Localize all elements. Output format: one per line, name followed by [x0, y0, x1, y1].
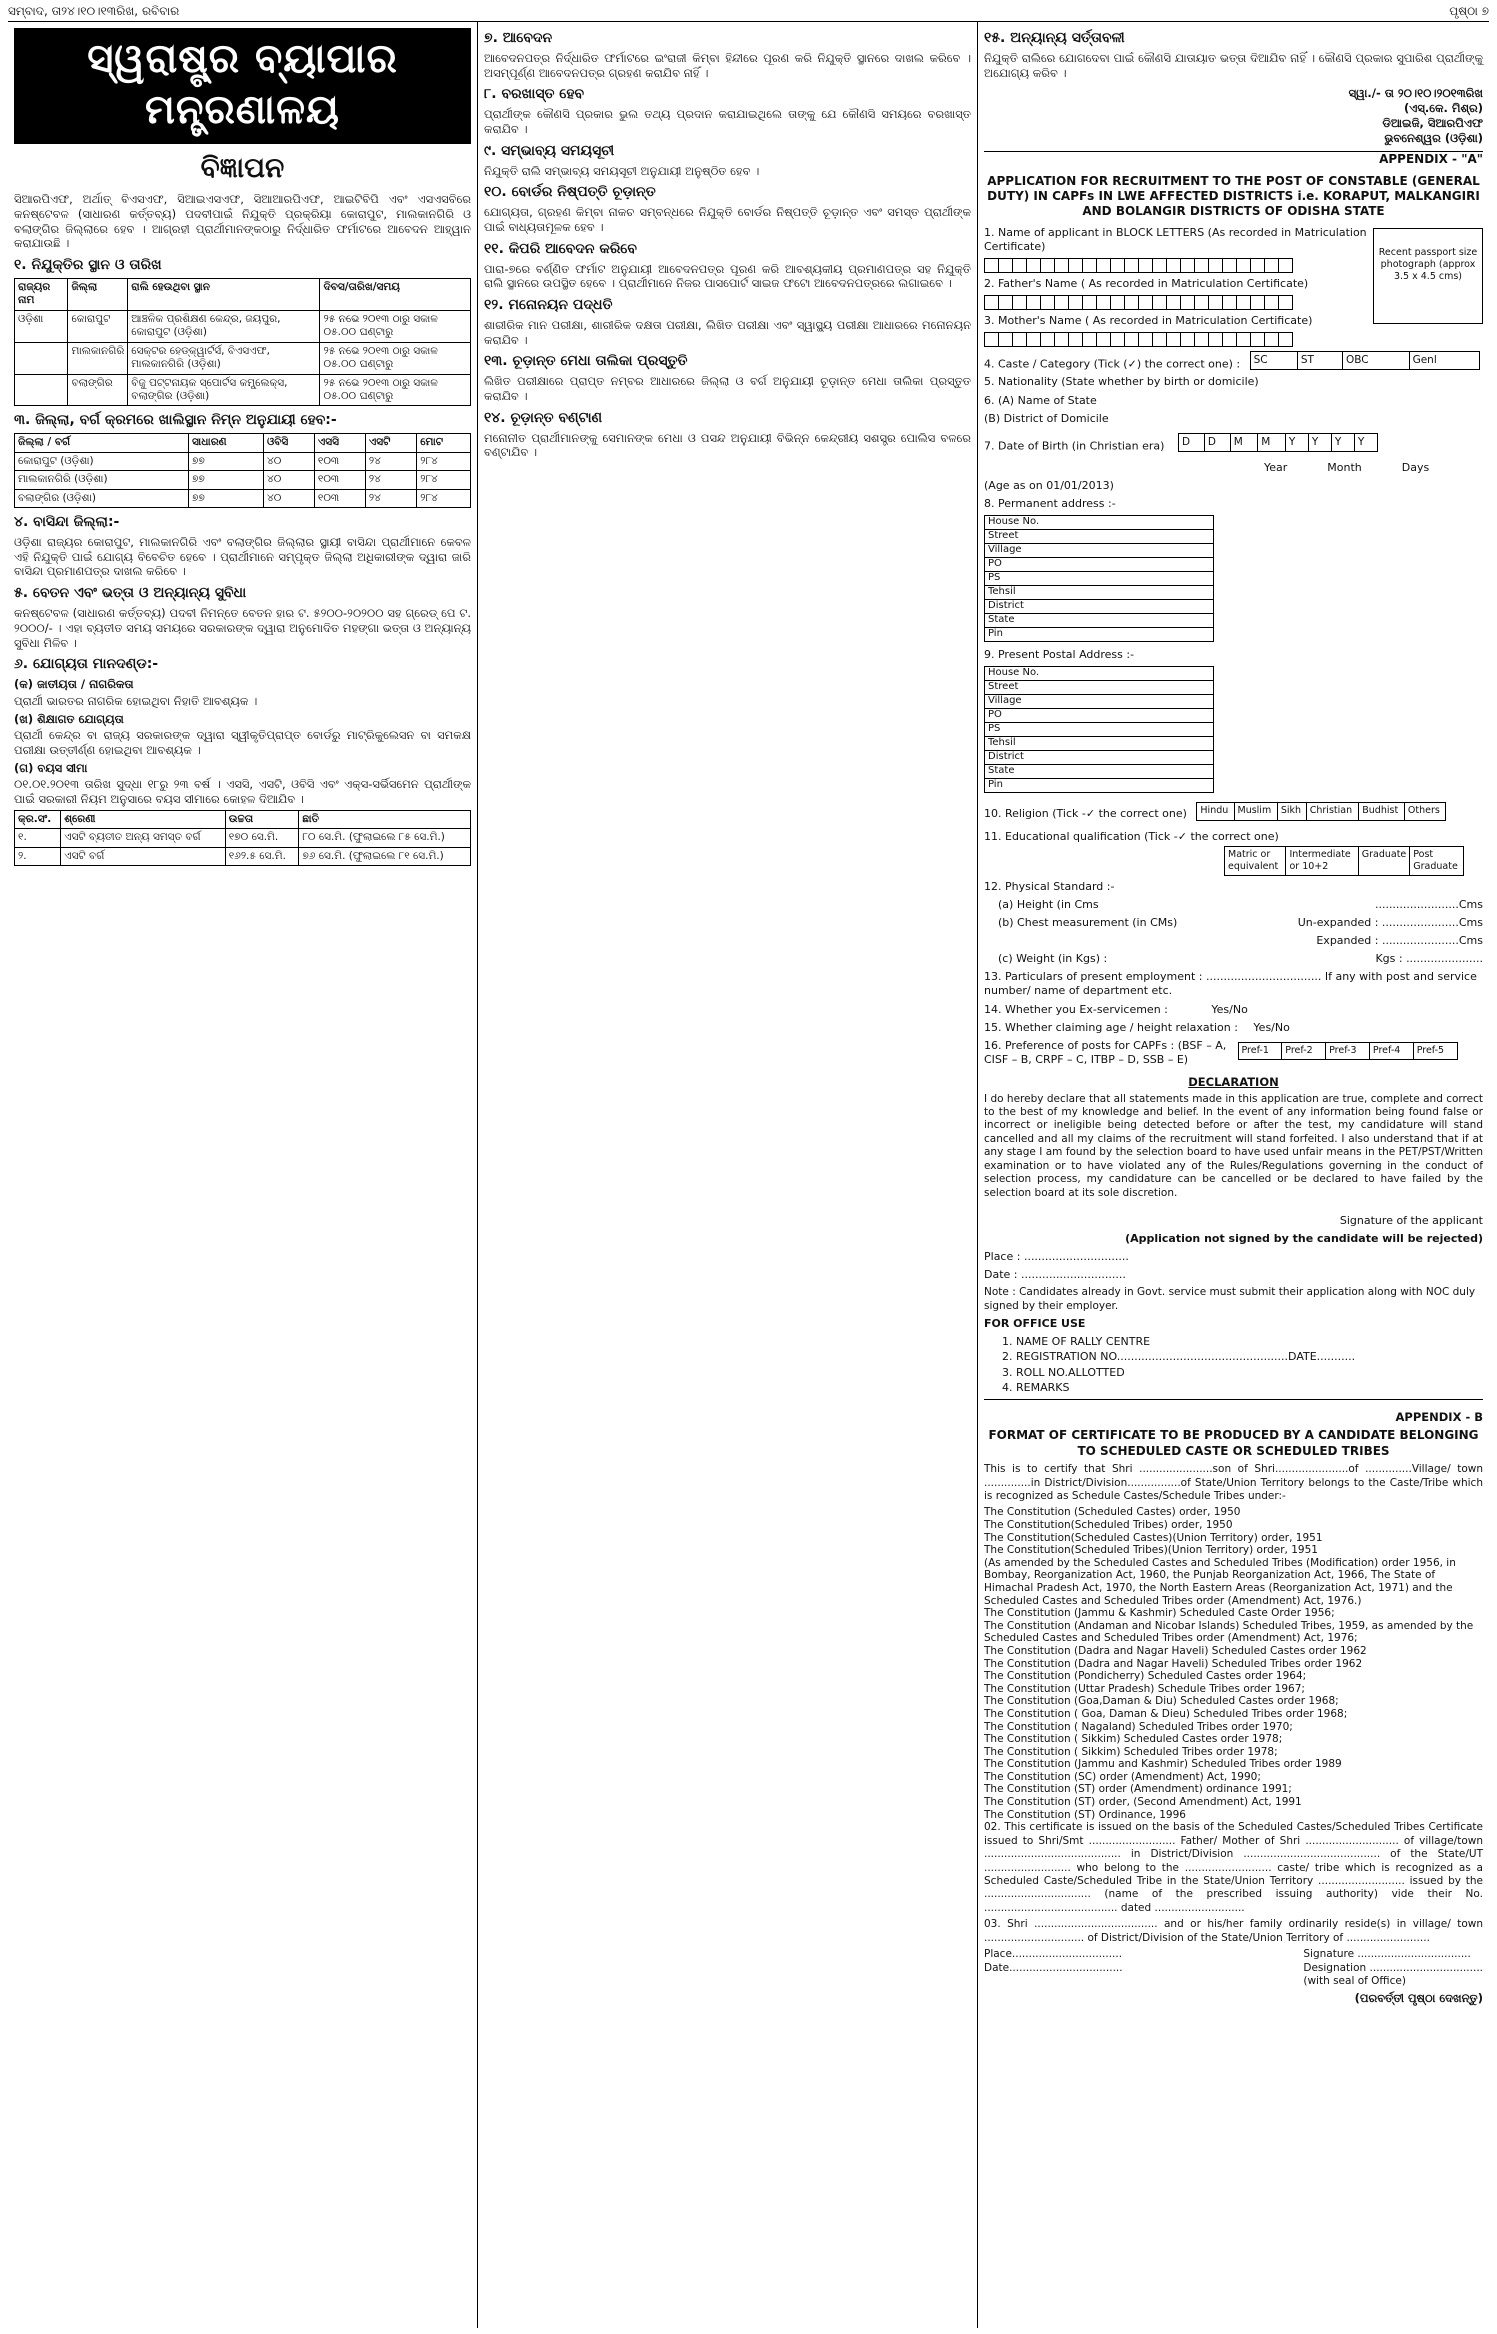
- section-4-heading: ୪. ବାସିନ୍ଦା ଜିଲ୍ଲା:-: [14, 514, 120, 531]
- physical-standard-table: [14, 810, 471, 866]
- constitution-orders-list: [984, 1506, 1483, 1821]
- weight-label: (c) Weight (in Kgs) :: [998, 952, 1108, 966]
- table-row: [15, 310, 471, 342]
- section-10-text: ଯୋଗ୍ୟତା, ଗ୍ରହଣ କିମ୍ବା ନାକଚ ସମ୍ବନ୍ଧରେ ନିଯୁକ୍ତି ବୋର୍ଡର ନିଷ୍ପତ୍ତି ଚୂଡ଼ାନ୍ତ ଏବଂ ସମସ୍ତ ପ୍ରାର୍ଥୀଙ୍କ ପାଇଁ ବାଧ୍ୟତାମୂଳକ ହେବ ।: [484, 205, 971, 234]
- field-weight: [984, 952, 1483, 966]
- chest-expanded-input[interactable]: Expanded : ......................Cms: [1316, 934, 1483, 948]
- list-item: The Constitution (Dadra and Nagar Haveli) Scheduled Tribes order 1962: [984, 1657, 1363, 1670]
- preference-box[interactable]: Pref-1: [1238, 1042, 1282, 1059]
- table-cell: ସେକ୍ଟର ହେଡ୍‌କ୍ୱାର୍ଟର୍ସ, ବିଏସଏଫ, ମାଲକାନଗିରି (ଓଡ଼ିଶା): [128, 342, 320, 374]
- address-row[interactable]: PS: [985, 723, 1214, 737]
- table-cell: ୭୭: [188, 452, 263, 470]
- dob-box[interactable]: M: [1258, 433, 1286, 451]
- table-cell: ୨.: [15, 847, 61, 865]
- list-item: The Constitution (ST) Ordinance, 1996: [984, 1808, 1186, 1821]
- field-religion: [984, 799, 1483, 825]
- vacancy-table: [14, 433, 471, 508]
- dob-box[interactable]: M: [1230, 433, 1258, 451]
- dob-box[interactable]: D: [1178, 433, 1204, 451]
- field-state: 6. (A) Name of State: [984, 393, 1097, 407]
- field-caste: [984, 351, 1483, 372]
- age-limit-heading: (ଗ) ବୟସ ସୀମା: [14, 760, 88, 775]
- table-cell: ୪୦: [263, 489, 314, 507]
- preference-label: 16. Preference of posts for CAPFs : (BSF – A, CISF – B, CRPF – C, ITBP – D, SSB – E): [984, 1038, 1227, 1066]
- vacancy-header: ଜିଲ୍ଲା / ବର୍ଗ: [15, 434, 189, 452]
- table-cell: ୨୮୪: [417, 489, 471, 507]
- name-letter-boxes[interactable]: [984, 258, 1367, 273]
- physical-header: ଶ୍ରେଣୀ: [61, 810, 226, 828]
- section-8-heading: ୮. ବରଖାସ୍ତ ହେବ: [484, 86, 585, 103]
- table-row: [15, 471, 471, 489]
- weight-input[interactable]: Kgs : ......................: [1375, 952, 1483, 966]
- column-left: [8, 22, 478, 2328]
- column-right: [978, 22, 1489, 2328]
- relaxation-label: 15. Whether claiming age / height relaxation :: [984, 1020, 1238, 1034]
- field-dob: [984, 430, 1483, 457]
- dob-box[interactable]: Y: [1285, 433, 1308, 451]
- table-cell: ବିଜୁ ପଟ୍ଟନାୟକ ସ୍ପୋର୍ଟସ କମ୍ପ୍ଲେକ୍ସ, ବଲାଙ୍ଗିର (ଓଡ଼ିଶା): [128, 374, 320, 406]
- section-8-text: ପ୍ରାର୍ଥୀଙ୍କ କୌଣସି ପ୍ରକାର ଭୁଲ ତଥ୍ୟ ପ୍ରଦାନ କରାଯାଇଥିଲେ ତାଙ୍କୁ ଯେ କୌଣସି ସମୟରେ ବରଖାସ୍ତ କରାଯିବ ।: [484, 107, 971, 136]
- field-chest-expanded: [984, 934, 1483, 948]
- office-item: 4. REMARKS: [1002, 1380, 1070, 1394]
- section-3-heading: ୩. ଜିଲ୍ଲା, ବର୍ଗ କ୍ରମରେ ଖାଲିସ୍ଥାନ ନିମ୍ନ ଅନୁଯାୟୀ ହେବ:-: [14, 412, 337, 429]
- list-item: The Constitution (Jammu and Kashmir) Scheduled Tribes order 1989: [984, 1758, 1342, 1771]
- table-cell: ୪୦: [263, 471, 314, 489]
- address-row[interactable]: Pin: [985, 628, 1214, 642]
- address-row[interactable]: State: [985, 765, 1214, 779]
- list-item: The Constitution(Scheduled Castes)(Union Territory) order, 1951: [984, 1531, 1323, 1544]
- section-5-heading: ୫. ବେତନ ଏବଂ ଭତ୍ତା ଓ ଅନ୍ୟାନ୍ୟ ସୁବିଧା: [14, 585, 247, 602]
- age-note: (Age as on 01/01/2013): [984, 479, 1114, 493]
- section-9-heading: ୯. ସମ୍ଭାବ୍ୟ ସମୟସୂଚୀ: [484, 142, 615, 159]
- field-chest: [984, 916, 1483, 930]
- dob-box[interactable]: D: [1204, 433, 1230, 451]
- address-row[interactable]: Street: [985, 681, 1214, 695]
- signature-line: ଭୁବନେଶ୍ୱର (ଓଡ଼ିଶା): [1384, 130, 1483, 145]
- education-option[interactable]: Intermediate or 10+2: [1286, 846, 1358, 875]
- section-12-heading: ୧୨. ମନୋନୟନ ପଦ୍ଧତି: [484, 297, 613, 313]
- list-item: The Constitution (Dadra and Nagar Haveli) Scheduled Castes order 1962: [984, 1644, 1367, 1657]
- field-permanent-address: 8. Permanent address :-: [984, 497, 1116, 511]
- preference-box[interactable]: Pref-5: [1413, 1042, 1457, 1059]
- caste-option[interactable]: OBC: [1342, 351, 1409, 369]
- address-row[interactable]: PO: [985, 709, 1214, 723]
- declaration-title: DECLARATION: [1188, 1074, 1279, 1089]
- field-nationality: 5. Nationality (State whether by birth or domicile): [984, 375, 1259, 389]
- certificate-intro: This is to certify that Shri ......................son of Shri......................of ..............Village/ town ..............in District/Division................of State/Union Territory belongs to the Caste/Tribe which is recognized as Schedule Castes/Schedule Tribes under:-: [984, 1463, 1483, 1502]
- table-cell: କୋରାପୁଟ: [68, 310, 128, 342]
- dob-unit-labels: [984, 461, 1483, 475]
- table-row: [15, 374, 471, 406]
- dob-box[interactable]: Y: [1308, 433, 1331, 451]
- vacancy-header: ଏସଟି: [365, 434, 416, 452]
- field-postal-address: 9. Present Postal Address :-: [984, 648, 1135, 662]
- table-row: [15, 452, 471, 470]
- certificate-para-3: 03. Shri ..................................... and or his/her family ordinarily reside(s) in village/ town .............................. of District/Division of the State/Union Territory of .........................: [984, 1918, 1483, 1944]
- caste-option[interactable]: SC: [1250, 351, 1297, 369]
- table-cell: ବଲାଙ୍ଗିର (ଓଡ଼ିଶା): [15, 489, 189, 507]
- address-row[interactable]: State: [985, 614, 1214, 628]
- address-row[interactable]: Village: [985, 544, 1214, 558]
- signature-line: (ଏସ୍‌.କେ. ମିଶ୍ର): [1404, 101, 1483, 116]
- postal-address-table[interactable]: [984, 666, 1214, 793]
- field-father-name: 2. Father's Name ( As recorded in Matriculation Certificate): [984, 276, 1309, 290]
- list-item: The Constitution ( Goa, Daman & Dieu) Scheduled Tribes order 1968;: [984, 1707, 1348, 1720]
- nationality-heading: (କ) ଜାତୀୟତା / ନାଗରିକତା: [14, 677, 134, 692]
- chest-label: (b) Chest measurement (in CMs): [998, 916, 1178, 930]
- table-cell: ୨୪: [365, 452, 416, 470]
- certificate-footer: [984, 1948, 1483, 1988]
- field-district: (B) District of Domicile: [984, 411, 1109, 425]
- education-label: 11. Educational qualification (Tick -✓ the correct one): [984, 829, 1279, 843]
- certificate-signature[interactable]: Signature ..................................: [1303, 1948, 1471, 1961]
- dob-box[interactable]: Y: [1331, 433, 1354, 451]
- dob-unit: Month: [1327, 461, 1362, 475]
- education-option[interactable]: Post Graduate: [1410, 846, 1464, 875]
- ex-servicemen-label: 14. Whether you Ex-servicemen :: [984, 1002, 1168, 1016]
- date-field[interactable]: Date : ..............................: [984, 1268, 1126, 1282]
- section-14-text: ମନୋନୀତ ପ୍ରାର୍ଥୀମାନଙ୍କୁ ସେମାନଙ୍କ ମେଧା ଓ ପସନ୍ଦ ଅନୁଯାୟୀ ବିଭିନ୍ନ କେନ୍ଦ୍ରୀୟ ସଶସ୍ତ୍ର ପୋଲିସ ବଳରେ ବଣ୍ଟାଯିବ ।: [484, 430, 971, 460]
- vacancy-header: ମୋଟ: [417, 434, 471, 452]
- column-middle: [478, 22, 978, 2328]
- table-row: [15, 847, 471, 865]
- table-cell: ମାଲକାନଗିରି: [68, 342, 128, 374]
- field-height: [984, 898, 1483, 912]
- table-cell: ୨୫ ନଭେ ୨୦୧୩ ଠାରୁ ସକାଳ ୦୫.୦୦ ଘଣ୍ଟାରୁ: [320, 310, 471, 342]
- appendix-a-label: APPENDIX - "A": [1379, 152, 1483, 167]
- certificate-place[interactable]: Place.................................: [984, 1948, 1123, 1961]
- table-row: [15, 829, 471, 847]
- section-13-text: ଲିଖିତ ପରୀକ୍ଷାରେ ପ୍ରାପ୍ତ ନମ୍ବର ଆଧାରରେ ଜିଲ୍ଲା ଓ ବର୍ଗ ଅନୁଯାୟୀ ଚୂଡ଼ାନ୍ତ ମେଧା ତାଲିକା ପ୍ରସ୍ତୁତ କରାଯିବ ।: [484, 374, 971, 403]
- table-cell: ୧୭୦ ସେ.ମି.: [225, 829, 299, 847]
- caste-option[interactable]: ST: [1297, 351, 1342, 369]
- section-13-heading: ୧୩. ଚୂଡ଼ାନ୍ତ ମେଧା ତାଲିକା ପ୍ରସ୍ତୁତି: [484, 353, 688, 370]
- signature-line: ସ୍ୱା./- ତା ୨୦।୧୦।୨୦୧୩ରିଖ: [1348, 86, 1483, 101]
- preference-box[interactable]: Pref-4: [1369, 1042, 1413, 1059]
- appendix-b-title: FORMAT OF CERTIFICATE TO BE PRODUCED BY A CANDIDATE BELONGING TO SCHEDULED CASTE OR SCHEDULED TRIBES: [988, 1428, 1479, 1458]
- field-education: [984, 830, 1483, 876]
- rally-header-district: ଜିଲ୍ଲା: [68, 278, 128, 310]
- physical-header: ଉଚ୍ଚତା: [225, 810, 299, 828]
- list-item: The Constitution ( Sikkim) Scheduled Castes order 1978;: [984, 1733, 1283, 1746]
- religion-option[interactable]: Budhist: [1359, 803, 1405, 820]
- height-label: (a) Height (in Cms: [998, 898, 1099, 912]
- table-cell: ମାଲକାନଗିରି (ଓଡ଼ିଶା): [15, 471, 189, 489]
- religion-option[interactable]: Muslim: [1234, 803, 1277, 820]
- field-physical: 12. Physical Standard :-: [984, 880, 1115, 894]
- table-cell: ଆଞ୍ଚଳିକ ପ୍ରଶିକ୍ଷଣ କେନ୍ଦ୍ର, ଜୟପୁର, କୋରାପୁଟ (ଓଡ଼ିଶା): [128, 310, 320, 342]
- table-cell: ୧୬୨.୫ ସେ.ମି.: [225, 847, 299, 865]
- rally-header-state: ରାଜ୍ୟର ନାମ: [15, 278, 68, 310]
- dob-box[interactable]: Y: [1354, 433, 1377, 451]
- table-cell: ୭୬ ସେ.ମି. (ଫୁଲାଇଲେ ୮୧ ସେ.ମି.): [299, 847, 471, 865]
- table-cell: ୭୭: [188, 489, 263, 507]
- rally-header-venue: ରାଲି ହେଉଥିବା ସ୍ଥାନ: [128, 278, 320, 310]
- signature-note: (Application not signed by the candidate will be rejected): [1125, 1232, 1483, 1246]
- certificate-para-2: 02. This certificate is issued on the basis of the Scheduled Castes/Scheduled Tribes Certificate issued to Shri/Smt .......................... Father/ Mother of Shri ............................ of village/town ......................................... in District/Division ......................................... of the State/UT .......................... who belong to the .......................... caste/ tribe which is recognized as a Scheduled Caste/Scheduled Tribe in the State/Union Territory .......................... issued by the ................................ (name of the prescribed issuing authority) vide their No. ........................................ dated ...........................: [984, 1821, 1483, 1914]
- certificate-designation[interactable]: Designation ..................................: [1303, 1961, 1483, 1974]
- table-cell: ୨୫ ନଭେ ୨୦୧୩ ଠାରୁ ସକାଳ ୦୫.୦୦ ଘଣ୍ଟାରୁ: [320, 342, 471, 374]
- education-option[interactable]: Graduate: [1358, 846, 1410, 875]
- address-row[interactable]: District: [985, 751, 1214, 765]
- list-item: The Constitution (Andaman and Nicobar Islands) Scheduled Tribes, 1959, as amended by the Scheduled Castes and Scheduled Tribes order (Amendment) Act, 1976;: [984, 1619, 1474, 1645]
- header-date: ସମ୍ବାଦ, ତା୨୪।୧୦।୧୩ରିଖ, ରବିବାର: [8, 4, 180, 18]
- relaxation-option[interactable]: Yes/No: [1253, 1020, 1290, 1034]
- list-item: The Constitution (Jammu & Kashmir) Scheduled Caste Order 1956;: [984, 1607, 1335, 1620]
- vacancy-header: ଓବିସି: [263, 434, 314, 452]
- table-cell: କୋରାପୁଟ (ଓଡ଼ିଶା): [15, 452, 189, 470]
- section-4-text: ଓଡ଼ିଶା ରାଜ୍ୟର କୋରାପୁଟ, ମାଲକାନଗିରି ଏବଂ ବଲାଙ୍ଗିର ଜିଲ୍ଲାର ସ୍ଥାୟୀ ବାସିନ୍ଦା ପ୍ରାର୍ଥୀମାନେ କେବଳ ଏହି ନିଯୁକ୍ତି ପାଇଁ ଯୋଗ୍ୟ ବିବେଚିତ ହେବେ । ପ୍ରାର୍ଥୀମାନେ ସମ୍ପୃକ୍ତ ଜିଲ୍ଲା ଅଧିକାରୀଙ୍କ ଦ୍ୱାରା ଜାରି ବାସିନ୍ଦା ପ୍ରମାଣପତ୍ର ଦାଖଲ କରିବେ ।: [14, 535, 471, 579]
- declaration-text: I do hereby declare that all statements made in this application are true, complete and correct to the best of my knowledge and belief. In the event of any information being found false or incorrect or ineligible being detected before or after the test, my candidature will stand cancelled and all my claims of the recruitment will stand forfeited. I also understand that if at any stage I am found by the selection board to have used unfair means in the PET/PST/Written examination or to have violated any of the Rules/Regulations governing in the conduct of selection process, my candidature can be cancelled or be declared to have failed by the selection board at its sole discretion.: [984, 1092, 1483, 1199]
- education-option[interactable]: Matric or equivalent: [1225, 846, 1286, 875]
- certificate-seal: (with seal of Office): [1303, 1975, 1406, 1988]
- caste-option[interactable]: Genl: [1409, 351, 1479, 369]
- address-row[interactable]: PS: [985, 572, 1214, 586]
- list-item: (As amended by the Scheduled Castes and Scheduled Tribes (Modification) order 1956, in Bombay, Reorganization Act, 1960, the Punjab Reorganization Act, 1966, The State of Himachal Pradesh Act, 1970, the North Eastern Areas (Reorganization Act, 1971) and the Scheduled Castes and Scheduled Tribes order (Amendment) Act, 1976.): [984, 1556, 1456, 1607]
- table-cell: ୭୭: [188, 471, 263, 489]
- religion-option[interactable]: Others: [1404, 803, 1445, 820]
- education-heading: (ଖ) ଶିକ୍ଷାଗତ ଯୋଗ୍ୟତା: [14, 711, 124, 726]
- list-item: The Constitution (SC) order (Amendment) Act, 1990;: [984, 1770, 1261, 1783]
- education-text: ପ୍ରାର୍ଥୀ କେନ୍ଦ୍ର ବା ରାଜ୍ୟ ସରକାରଙ୍କ ଦ୍ୱାରା ସ୍ୱୀକୃତିପ୍ରାପ୍ତ ବୋର୍ଡରୁ ମାଟ୍ରିକୁଲେସନ ବା ସମକକ୍ଷ ପରୀକ୍ଷା ଉତ୍ତୀର୍ଣ୍ଣ ହୋଇଥିବା ଆବଶ୍ୟକ ।: [14, 728, 471, 758]
- address-row[interactable]: Tehsil: [985, 737, 1214, 751]
- table-cell: ୨୮୪: [417, 471, 471, 489]
- education-options[interactable]: [1224, 846, 1464, 876]
- dob-unit: Days: [1401, 461, 1430, 475]
- religion-label: 10. Religion (Tick -✓ the correct one): [984, 807, 1187, 821]
- table-cell: ଏସଟି ବ୍ୟତୀତ ଅନ୍ୟ ସମସ୍ତ ବର୍ଗ: [61, 829, 226, 847]
- address-row[interactable]: Street: [985, 530, 1214, 544]
- field-applicant-name: 1. Name of applicant in BLOCK LETTERS (As recorded in Matriculation Certificate): [984, 225, 1367, 253]
- mother-letter-boxes[interactable]: [984, 332, 1483, 347]
- table-cell: ଏସଟି ବର୍ଗ: [61, 847, 226, 865]
- ministry-banner: ସ୍ୱରାଷ୍ଟ୍ର ବ୍ୟାପାର ମନ୍ତ୍ରଣାଳୟ: [14, 28, 471, 144]
- preference-box[interactable]: Pref-2: [1282, 1042, 1326, 1059]
- religion-option[interactable]: Christian: [1306, 803, 1359, 820]
- govt-service-note: Note : Candidates already in Govt. service must submit their application along with NOC duly signed by their employer.: [984, 1286, 1476, 1312]
- nationality-text: ପ୍ରାର୍ଥୀ ଭାରତର ନାଗରିକ ହୋଇଥିବା ନିହାତି ଆବଶ୍ୟକ ।: [14, 693, 258, 708]
- office-item: 3. ROLL NO.ALLOTTED: [1002, 1365, 1125, 1379]
- preference-box[interactable]: Pref-3: [1326, 1042, 1370, 1059]
- section-7-heading: ୭. ଆବେଦନ: [484, 30, 553, 46]
- list-item: The Constitution(Scheduled Tribes)(Union Territory) order, 1951: [984, 1544, 1318, 1557]
- field-relaxation: [984, 1021, 1483, 1035]
- office-use-heading: FOR OFFICE USE: [984, 1317, 1086, 1331]
- table-cell: ୧୦୩: [314, 452, 365, 470]
- advertisement-title: ବିଜ୍ଞାପନ: [200, 151, 285, 185]
- caste-label: 4. Caste / Category (Tick (✓) the correct one) :: [984, 357, 1241, 371]
- section-12-text: ଶାରୀରିକ ମାନ ପରୀକ୍ଷା, ଶାରୀରିକ ଦକ୍ଷତା ପରୀକ୍ଷା, ଲିଖିତ ପରୀକ୍ଷା ଏବଂ ସ୍ୱାସ୍ଥ୍ୟ ପରୀକ୍ଷା ଆଧାରରେ ମନୋନୟନ କରାଯିବ ।: [484, 317, 971, 347]
- table-cell: ୨୪: [365, 471, 416, 489]
- certificate-date[interactable]: Date..................................: [984, 1961, 1123, 1974]
- table-cell: ୪୦: [263, 452, 314, 470]
- list-item: The Constitution (Uttar Pradesh) Schedule Tribes order 1967;: [984, 1682, 1305, 1695]
- place-field[interactable]: Place : ..............................: [984, 1250, 1129, 1264]
- table-cell: [15, 374, 68, 406]
- applicant-signature: Signature of the applicant: [1339, 1214, 1483, 1228]
- religion-option[interactable]: Hindu: [1197, 803, 1234, 820]
- section-6-heading: ୬. ଯୋଗ୍ୟତା ମାନଦଣ୍ଡ:-: [14, 656, 159, 673]
- section-15-heading: ୧୫. ଅନ୍ୟାନ୍ୟ ସର୍ତ୍ତାବଳୀ: [984, 30, 1125, 46]
- height-input[interactable]: ........................Cms: [1374, 898, 1483, 912]
- vacancy-header: ସାଧାରଣ: [188, 434, 263, 452]
- table-cell: ୨୮୪: [417, 452, 471, 470]
- ex-servicemen-option[interactable]: Yes/No: [1211, 1002, 1248, 1016]
- age-limit-text: ୦୧.୦୧.୨୦୧୩ ତାରିଖ ସୁଦ୍ଧା ୧୮ରୁ ୨୩ ବର୍ଷ । ଏସସି, ଏସଟି, ଓବିସି ଏବଂ ଏକ୍ସ-ସର୍ଭିସମେନ ପ୍ରାର୍ଥୀଙ୍କ ପାଇଁ ସରକାରୀ ନିୟମ ଅନୁସାରେ ବୟସ ସୀମାରେ କୋହଳ ଦିଆଯିବ ।: [14, 777, 471, 807]
- religion-option[interactable]: Sikh: [1277, 803, 1306, 820]
- address-row[interactable]: House No.: [985, 667, 1214, 681]
- section-10-heading: ୧୦. ବୋର୍ଡର ନିଷ୍ପତ୍ତି ଚୂଡ଼ାନ୍ତ: [484, 184, 656, 201]
- signature-block: [984, 86, 1483, 145]
- signature-line: ଡିଆଇଜି, ସିଆରପିଏଫ: [1382, 115, 1483, 130]
- list-item: The Constitution ( Sikkim) Scheduled Tribes order 1978;: [984, 1745, 1278, 1758]
- father-letter-boxes[interactable]: [984, 295, 1367, 310]
- field-mother-name: 3. Mother's Name ( As recorded in Matriculation Certificate): [984, 313, 1313, 327]
- address-row[interactable]: District: [985, 600, 1214, 614]
- section-11-heading: ୧୧. କିପରି ଆବେଦନ କରିବେ: [484, 240, 637, 257]
- list-item: The Constitution(Scheduled Tribes) order, 1950: [984, 1519, 1233, 1532]
- table-cell: ବଲାଙ୍ଗିର: [68, 374, 128, 406]
- section-1-heading: ୧. ନିଯୁକ୍ତିର ସ୍ଥାନ ଓ ତାରିଖ: [14, 257, 162, 274]
- table-cell: ୧.: [15, 829, 61, 847]
- dob-boxes[interactable]: [1178, 433, 1378, 452]
- page-header: [8, 4, 1489, 22]
- header-page-number: ପୃଷ୍ଠା ୭: [1449, 4, 1489, 18]
- photo-placeholder: Recent passport size photograph (approx 3.5 x 4.5 cms): [1373, 228, 1483, 324]
- office-item: 2. REGISTRATION NO.................................................DATE...........: [1002, 1350, 1356, 1364]
- office-item: 1. NAME OF RALLY CENTRE: [1002, 1335, 1151, 1349]
- physical-header: ଛାତି: [299, 810, 471, 828]
- caste-options[interactable]: [1250, 351, 1480, 370]
- physical-header: କ୍ର.ସଂ.: [15, 810, 61, 828]
- section-9-text: ନିଯୁକ୍ତି ରାଲି ସମ୍ଭାବ୍ୟ ସମୟସୂଚୀ ଅନୁଯାୟୀ ଅନୁଷ୍ଠିତ ହେବ ।: [484, 163, 760, 178]
- list-item: The Constitution (Pondicherry) Scheduled Castes order 1964;: [984, 1670, 1307, 1683]
- field-preference: [984, 1039, 1483, 1067]
- continued-note: (ପରବର୍ତ୍ତୀ ପୃଷ୍ଠା ଦେଖନ୍ତୁ): [1354, 1990, 1483, 2005]
- intro-paragraph: ସିଆରପିଏଫ, ଅର୍ଥାତ୍ ବିଏସଏଫ, ସିଆଇଏସଏଫ, ସିଆଆରପିଏଫ, ଆଇଟିବିପି ଏବଂ ଏସଏସବିରେ କନଷ୍ଟେବଳ (ସାଧାରଣ କର୍ତ୍ତବ୍ୟ) ପଦବୀପାଇଁ ନିଯୁକ୍ତି ପ୍ରକ୍ରିୟା କୋରାପୁଟ, ମାଲକାନଗିରି ଓ ବଲାଙ୍ଗିର ଜିଲ୍ଲାରେ ହେବ । ଆଗ୍ରହୀ ପ୍ରାର୍ଥୀମାନଙ୍କଠାରୁ ନିର୍ଦ୍ଧାରିତ ଫର୍ମାଟରେ ଆବେଦନ ଆହ୍ୱାନ କରାଯାଉଛି ।: [14, 192, 471, 251]
- chest-unexpanded-input[interactable]: Un-expanded : ......................Cms: [1297, 916, 1483, 930]
- permanent-address-table[interactable]: [984, 515, 1214, 642]
- table-cell: ୨୫ ନଭେ ୨୦୧୩ ଠାରୁ ସକାଳ ୦୫.୦୦ ଘଣ୍ଟାରୁ: [320, 374, 471, 406]
- religion-options[interactable]: [1196, 802, 1446, 820]
- table-cell: ୧୦୩: [314, 489, 365, 507]
- list-item: The Constitution ( Nagaland) Scheduled Tribes order 1970;: [984, 1720, 1293, 1733]
- appendix-a-title: APPLICATION FOR RECRUITMENT TO THE POST OF CONSTABLE (GENERAL DUTY) IN CAPFs IN LWE AFFECTED DISTRICTS i.e. KORAPUT, MALKANGIRI AND BOLANGIR DISTRICTS OF ODISHA STATE: [987, 173, 1480, 219]
- address-row[interactable]: Tehsil: [985, 586, 1214, 600]
- list-item: The Constitution (ST) order, (Second Amendment) Act, 1991: [984, 1796, 1302, 1809]
- field-employment: 13. Particulars of present employment : ................................. If any with post and service number/ name of department etc.: [984, 970, 1477, 998]
- field-ex-servicemen: [984, 1003, 1483, 1017]
- list-item: The Constitution (Scheduled Castes) order, 1950: [984, 1506, 1241, 1519]
- vacancy-header: ଏସସି: [314, 434, 365, 452]
- address-row[interactable]: PO: [985, 558, 1214, 572]
- preference-boxes[interactable]: [1238, 1042, 1458, 1060]
- section-14-heading: ୧୪. ଚୂଡ଼ାନ୍ତ ବଣ୍ଟାଣ: [484, 409, 603, 426]
- section-7-text: ଆବେଦନପତ୍ର ନିର୍ଦ୍ଧାରିତ ଫର୍ମାଟରେ ଇଂରାଜୀ କିମ୍ବା ହିନ୍ଦୀରେ ପୂରଣ କରି ନିଯୁକ୍ତି ସ୍ଥାନରେ ଦାଖଲ କରିବେ । ଅସମ୍ପୂର୍ଣ୍ଣ ଆବେଦନପତ୍ର ଗ୍ରହଣ କରାଯିବ ନାହିଁ ।: [484, 50, 971, 80]
- address-row[interactable]: Village: [985, 695, 1214, 709]
- list-item: The Constitution (ST) order (Amendment) ordinance 1991;: [984, 1783, 1292, 1796]
- table-cell: ୮୦ ସେ.ମି. (ଫୁଲାଇଲେ ୮୫ ସେ.ମି.): [299, 829, 471, 847]
- table-row: [15, 342, 471, 374]
- rally-venue-table: [14, 278, 471, 407]
- address-row[interactable]: House No.: [985, 516, 1214, 530]
- dob-label: 7. Date of Birth (in Christian era): [984, 439, 1165, 453]
- appendix-b-label: APPENDIX - B: [1395, 1409, 1483, 1424]
- section-15-text: ନିଯୁକ୍ତି ରାଲିରେ ଯୋଗଦେବା ପାଇଁ କୌଣସି ଯାତାୟାତ ଭତ୍ତା ଦିଆଯିବ ନାହିଁ । କୌଣସି ପ୍ରକାର ସୁପାରିଶ ପ୍ରାର୍ଥୀଙ୍କୁ ଅଯୋଗ୍ୟ କରିବ ।: [984, 50, 1483, 80]
- table-row: [15, 489, 471, 507]
- section-11-text: ପାରା-୭ରେ ବର୍ଣ୍ଣିତ ଫର୍ମାଟ ଅନୁଯାୟୀ ଆବେଦନପତ୍ର ପୂରଣ କରି ଆବଶ୍ୟକୀୟ ପ୍ରମାଣପତ୍ର ସହ ନିଯୁକ୍ତି ରାଲି ସ୍ଥାନରେ ଉପସ୍ଥିତ ହେବେ । ପ୍ରାର୍ଥୀମାନେ ନିଜର ପାସପୋର୍ଟ ସାଇଜ ଫଟୋ ଆବେଦନପତ୍ରରେ ଲଗାଇବେ ।: [484, 261, 971, 291]
- address-row[interactable]: Pin: [985, 779, 1214, 793]
- table-cell: ଓଡ଼ିଶା: [15, 310, 68, 342]
- list-item: The Constitution (Goa,Daman & Diu) Scheduled Castes order 1968;: [984, 1695, 1339, 1708]
- table-cell: ୧୦୩: [314, 471, 365, 489]
- rally-header-date: ଦିବସ/ତାରିଖ/ସମୟ: [320, 278, 471, 310]
- section-5-text: କନଷ୍ଟେବଳ (ସାଧାରଣ କର୍ତ୍ତବ୍ୟ) ପଦବୀ ନିମନ୍ତେ ବେତନ ହାର ଟ. ୫୨୦୦-୨୦୨୦୦ ସହ ଗ୍ରେଡ୍ ପେ ଟ. ୨୦୦୦/- । ଏହା ବ୍ୟତୀତ ସମୟ ସମୟରେ ସରକାରଙ୍କ ଦ୍ୱାରା ଅନୁମୋଦିତ ମହଙ୍ଗା ଭତ୍ତା ଓ ଅନ୍ୟାନ୍ୟ ସୁବିଧା ମିଳିବ ।: [14, 606, 471, 650]
- table-cell: ୨୪: [365, 489, 416, 507]
- table-cell: [15, 342, 68, 374]
- dob-unit: Year: [1264, 461, 1288, 475]
